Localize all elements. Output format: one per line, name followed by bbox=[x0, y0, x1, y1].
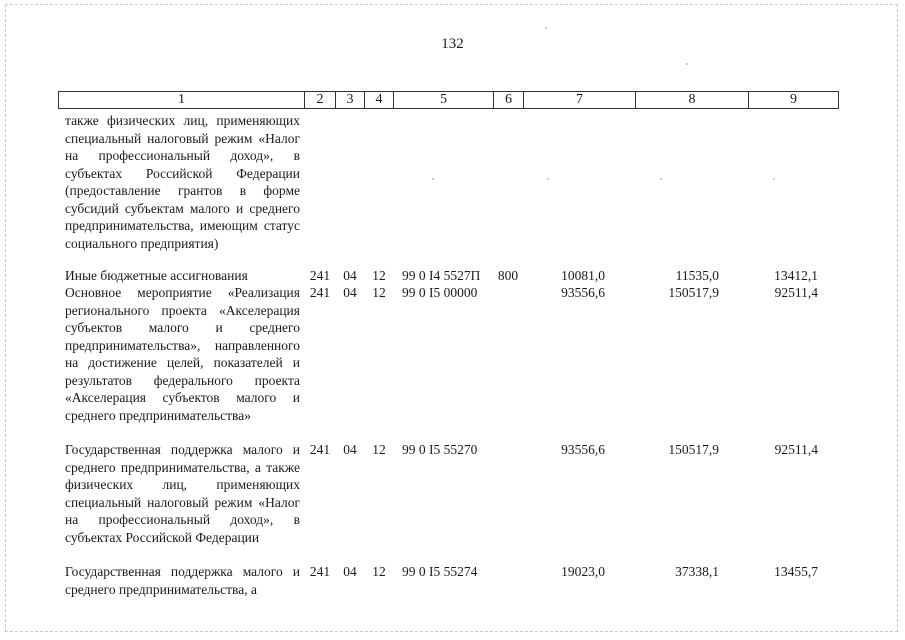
table-cell: 12 bbox=[372, 268, 386, 283]
table-cell: 12 bbox=[372, 564, 386, 579]
scan-speck bbox=[660, 178, 662, 180]
page-number: 132 bbox=[441, 36, 464, 52]
table-row-text: также физических лиц, применяющих специальный налоговый режим «Налог на профессиональный доход», в субъектах Российской Федерации (предоставление грантов в форме субсидий субъектам малого и среднего предпринимательства, имеющим статус социального предприятия) bbox=[65, 113, 300, 251]
table-cell: 150517,9 bbox=[668, 285, 719, 300]
table-cell: 37338,1 bbox=[675, 564, 719, 579]
table-cell: 12 bbox=[372, 285, 386, 300]
table-cell: 11535,0 bbox=[675, 268, 719, 283]
table-cell: 13455,7 bbox=[774, 564, 818, 579]
scan-speck bbox=[545, 27, 547, 29]
header-col-7: 7 bbox=[523, 91, 635, 109]
table-cell: 93556,6 bbox=[561, 285, 605, 300]
header-col-2: 2 bbox=[304, 91, 335, 109]
table-cell: 150517,9 bbox=[668, 442, 719, 457]
table-cell: 99 0 I5 55274 bbox=[402, 564, 478, 579]
table-cell: 99 0 I4 5527П bbox=[402, 268, 481, 283]
header-col-9: 9 bbox=[748, 91, 839, 109]
table-cell: 04 bbox=[343, 564, 357, 579]
table-cell: 93556,6 bbox=[561, 442, 605, 457]
table-row-text: Государственная поддержка малого и среднего предпринимательства, а также физических лиц, применяющих специальный налоговый режим «Налог на профессиональный доход», в субъектах Российской Федерации bbox=[65, 442, 300, 545]
table-cell: 99 0 I5 55270 bbox=[402, 442, 478, 457]
header-col-5: 5 bbox=[393, 91, 493, 109]
table-cell: 92511,4 bbox=[774, 285, 818, 300]
table-cell: 241 bbox=[309, 268, 331, 283]
table-cell: 241 bbox=[309, 285, 331, 300]
table-cell: 241 bbox=[309, 442, 331, 457]
table-cell: 99 0 I5 00000 bbox=[402, 285, 478, 300]
scan-speck bbox=[773, 178, 775, 180]
header-col-6: 6 bbox=[493, 91, 523, 109]
table-cell: 04 bbox=[343, 268, 357, 283]
table-row-text: Государственная поддержка малого и среднего предпринимательства, а bbox=[65, 564, 300, 597]
scan-speck bbox=[432, 178, 434, 180]
table-row-text: Основное мероприятие «Реализация регионального проекта «Акселерация субъектов малого и среднего предпринимательства», направленного на достижение целей, показателей и результатов федерального проекта «Акселерация субъектов малого и среднего предпринимательства» bbox=[65, 285, 300, 423]
table-cell: 13412,1 bbox=[774, 268, 818, 283]
table-cell: 19023,0 bbox=[561, 564, 605, 579]
scan-speck bbox=[547, 178, 549, 180]
table-cell: 04 bbox=[343, 285, 357, 300]
header-col-4: 4 bbox=[364, 91, 393, 109]
header-col-8: 8 bbox=[635, 91, 748, 109]
header-col-1: 1 bbox=[58, 91, 304, 109]
table-row-text: Иные бюджетные ассигнования bbox=[65, 268, 248, 283]
scan-speck bbox=[686, 63, 688, 65]
table-cell: 12 bbox=[372, 442, 386, 457]
header-col-3: 3 bbox=[335, 91, 364, 109]
table-cell: 10081,0 bbox=[561, 268, 605, 283]
table-cell: 04 bbox=[343, 442, 357, 457]
table-cell: 241 bbox=[309, 564, 331, 579]
table-cell: 92511,4 bbox=[774, 442, 818, 457]
table-cell: 800 bbox=[497, 268, 519, 283]
